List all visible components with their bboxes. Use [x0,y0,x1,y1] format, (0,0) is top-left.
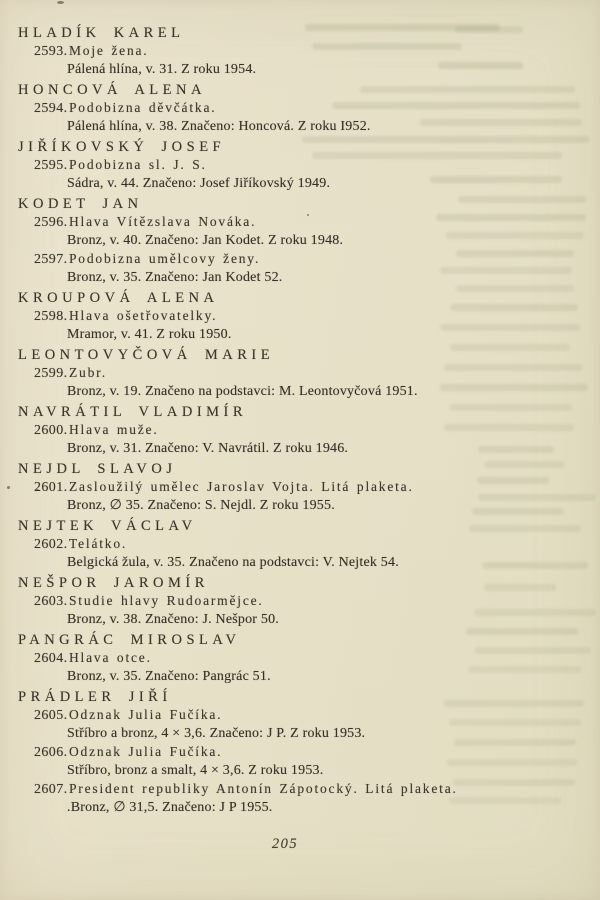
entry-title: Telátko. [69,536,128,551]
entry-title-line [18,99,600,118]
entry-title-line [18,156,600,175]
catalog-entry [18,307,600,344]
artist-heading: KODET JAN [18,196,143,212]
page-number: 205 [271,836,299,852]
artist-section [18,403,600,458]
catalog-entry [18,780,600,817]
entry-number: 2603. [34,594,68,609]
entry-title-line [18,780,600,799]
entry-details: Belgická žula, v. 35. Značeno na podstavci: V. Nejtek 54. [67,555,399,570]
entry-number: 2593. [34,44,68,59]
entry-details: Bronz, v. 19. Značeno na podstavci: M. Leontovyčová 1951. [67,384,418,399]
artist-section [18,517,600,572]
entry-details: Bronz, v. 38. Značeno: J. Nešpor 50. [67,612,279,627]
entry-title-line [18,307,600,326]
entry-details: .Bronz, ∅ 31,5. Značeno: J P 1955. [67,800,273,815]
artist-heading: HONCOVÁ ALENA [18,82,206,98]
entry-title: Studie hlavy Rudoarmějce. [69,593,264,608]
entry-number: 2604. [34,651,68,666]
entry-title-line [18,743,600,762]
entry-title: Hlava otce. [69,650,152,665]
catalog-entry [18,364,600,401]
entry-title-line [18,535,600,554]
entry-title: Hlava Vítězslava Nováka. [69,214,257,229]
entry-number: 2597. [34,252,68,267]
entry-number: 2605. [34,708,68,723]
entry-details: Sádra, v. 44. Značeno: Josef Jiříkovský 1949. [67,176,331,191]
entry-title: Moje žena. [69,43,149,58]
artist-section [18,574,600,629]
entry-title-line [18,213,600,232]
artist-heading: PRÁDLER JIŘÍ [18,689,172,705]
catalog-entry [18,706,600,743]
artist-section [18,460,600,515]
entry-title: Podobizna umělcovy ženy. [69,251,261,266]
entry-title: President republiky Antonín Zápotocký. Litá plaketa. [69,781,458,796]
entry-title-line [18,364,600,383]
entry-title-line [18,421,600,440]
entry-number: 2607. [34,782,68,797]
artist-heading: LEONTOVYČOVÁ MARIE [18,347,275,363]
entry-title: Zasloužilý umělec Jaroslav Vojta. Litá plaketa. [69,479,414,494]
catalog-entry [18,42,600,79]
entry-title: Odznak Julia Fučíka. [69,744,223,759]
catalog-entry [18,592,600,629]
entry-details: Bronz, v. 31. Značeno: V. Navrátil. Z roku 1946. [67,441,349,456]
entry-number: 2601. [34,480,68,495]
artist-section [18,289,600,344]
entry-details: Bronz, v. 35. Značeno: Pangrác 51. [67,669,271,684]
catalog-entry [18,250,600,287]
artist-heading: NAVRÁTIL VLADIMÍR [18,404,248,420]
catalog-entry [18,743,600,780]
catalog-entry [18,649,600,686]
entry-title: Hlava muže. [69,422,159,437]
artist-heading: JIŘÍKOVSKÝ JOSEF [18,139,226,155]
artist-section [18,195,600,287]
entry-number: 2598. [34,309,68,324]
artist-heading: PANGRÁC MIROSLAV [18,632,241,648]
entry-title-line [18,706,600,725]
entry-title-line [18,649,600,668]
entry-details: Pálená hlína, v. 31. Z roku 1954. [67,62,257,77]
artist-section [18,81,600,136]
catalog-entry [18,478,600,515]
entry-title: Podobizna děvčátka. [69,100,217,115]
artist-heading: NEJTEK VÁCLAV [18,518,197,534]
entry-details: Bronz, v. 40. Značeno: Jan Kodet. Z roku 1948. [67,233,344,248]
artist-heading: NEJDL SLAVOJ [18,461,177,477]
artist-heading: HLADÍK KAREL [18,25,185,41]
entry-details: Bronz, ∅ 35. Značeno: S. Nejdl. Z roku 1955. [67,498,335,513]
catalog-entry [18,213,600,250]
entry-details: Pálená hlína, v. 38. Značeno: Honcová. Z roku I952. [67,119,371,134]
artist-heading: KROUPOVÁ ALENA [18,290,219,306]
catalog-entry [18,156,600,193]
entry-title: Podobizna sl. J. S. [69,157,207,172]
entry-number: 2594. [34,101,68,116]
entry-title-line [18,250,600,269]
entry-number: 2606. [34,745,68,760]
artist-section [18,24,600,79]
entry-details: Mramor, v. 41. Z roku 1950. [67,327,232,342]
entry-details: Stříbro a bronz, 4 × 3,6. Značeno: J P. Z roku 1953. [67,726,366,741]
entry-details: Bronz, v. 35. Značeno: Jan Kodet 52. [67,270,283,285]
entry-number: 2596. [34,215,68,230]
artist-section [18,688,600,817]
entry-title-line [18,592,600,611]
entry-details: Stříbro, bronz a smalt, 4 × 3,6. Z roku 1953. [67,763,324,778]
catalog-entry [18,99,600,136]
entry-number: 2600. [34,423,68,438]
catalog-entry [18,535,600,572]
artist-section [18,346,600,401]
entry-title-line [18,478,600,497]
artist-section [18,138,600,193]
artist-heading: NEŠPOR JAROMÍR [18,575,209,591]
artist-section [18,631,600,686]
entry-title: Zubr. [69,365,107,380]
entry-number: 2595. [34,158,68,173]
catalog-entry [18,421,600,458]
entry-number: 2602. [34,537,68,552]
entry-title-line [18,42,600,61]
entry-title: Odznak Julia Fučíka. [69,707,223,722]
entry-title: Hlava ošetřovatelky. [69,308,218,323]
entry-number: 2599. [34,366,68,381]
